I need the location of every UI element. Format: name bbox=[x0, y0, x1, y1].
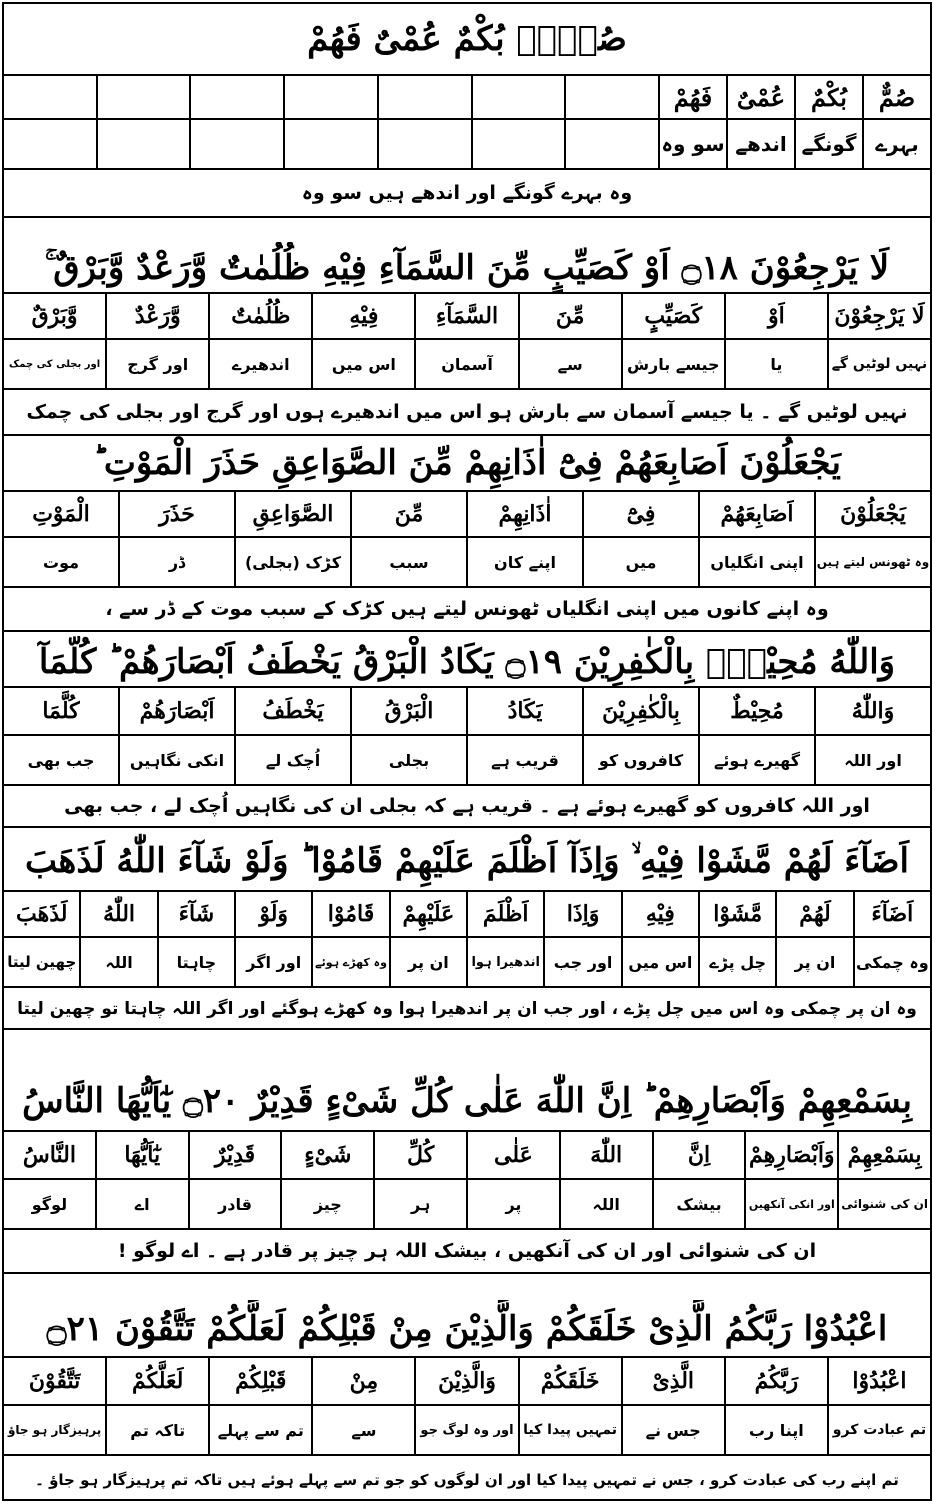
meaning-cell: تمہیں پیدا کیا bbox=[518, 1406, 621, 1454]
word-cell: عُمْیٌ bbox=[726, 76, 794, 118]
word-cell: فِیْٓ bbox=[582, 492, 698, 536]
meaning-cell: اس میں bbox=[621, 938, 698, 986]
word-cell: مَّشَوْا bbox=[698, 892, 775, 936]
word-row bbox=[4, 294, 930, 340]
empty-cell bbox=[283, 76, 377, 118]
verse-line: اعْبُدُوْا رَبَّكُمُ الَّذِیْ خَلَقَكُمْ وَالَّذِیْنَ مِنْ قَبْلِكُمْ لَعَلَّكُمْ تَتَّقُوْنَ ۝٢١ bbox=[4, 1300, 930, 1358]
meaning-row bbox=[4, 736, 930, 786]
meaning-cell: اس میں bbox=[311, 340, 414, 388]
word-cell: وَّبَرْقٌ bbox=[31, 303, 78, 329]
translation-line: وہ بہرے گونگے اور اندھے ہیں سو وہ bbox=[4, 170, 930, 218]
translation-line: ان کی شنوائی اور ان کی آنکھیں ، بیشک اللہ ہر چیز پر قادر ہے ۔ اے لوگو ! bbox=[4, 1230, 930, 1274]
meaning-cell: قادر bbox=[188, 1180, 281, 1228]
meaning-cell: اندھے bbox=[726, 120, 794, 168]
word-cell: كَصَیِّبٍ bbox=[621, 294, 724, 338]
word-cell: قَدِیْرٌ bbox=[188, 1132, 281, 1178]
meaning-cell: نہیں لوٹیں گے bbox=[827, 340, 930, 388]
word-cell: یَكَادُ bbox=[466, 688, 582, 734]
meaning-cell: پرہیزگار ہو جاؤ bbox=[7, 1423, 102, 1437]
word-cell: اعْبُدُوْا bbox=[827, 1358, 930, 1404]
word-cell: خَلَقَكُمْ bbox=[518, 1358, 621, 1404]
word-cell: مِّنَ bbox=[350, 492, 466, 536]
word-row bbox=[4, 76, 930, 120]
meaning-cell: اندھیرا ہوا bbox=[466, 938, 543, 986]
word-cell: لَا یَرْجِعُوْنَ bbox=[827, 294, 930, 338]
word-cell: فِیْهِ bbox=[311, 294, 414, 338]
word-cell: الْمَوْتِ bbox=[32, 501, 90, 527]
word-cell: وَّرَعْدٌ bbox=[105, 294, 208, 338]
word-cell: اَصَابِعَهُمْ bbox=[698, 492, 814, 536]
meaning-cell: اُچک لے bbox=[234, 736, 350, 784]
word-row bbox=[4, 1358, 930, 1406]
meaning-cell: بیشک bbox=[652, 1180, 745, 1228]
translation-line: اور اللہ کافروں کو گھیرے ہوئے ہے ۔ قریب ہے کہ بجلی ان کی نگاہیں اُچک لے ، جب بھی bbox=[4, 786, 930, 828]
word-cell: اَوْ bbox=[724, 294, 827, 338]
translation-line: وہ اپنے کانوں میں اپنی انگلیاں ٹھونس لیتے ہیں کڑک کے سبب موت کے ڈر سے ، bbox=[4, 588, 930, 632]
meaning-cell: سے bbox=[518, 340, 621, 388]
meaning-row bbox=[4, 1180, 930, 1230]
meaning-cell: تم سے پہلے bbox=[208, 1406, 311, 1454]
word-cell: حَذَرَ bbox=[118, 492, 234, 536]
word-cell: ظُلُمٰتٌ bbox=[208, 294, 311, 338]
empty-cell bbox=[471, 76, 565, 118]
meaning-cell: ان پر bbox=[775, 938, 852, 986]
word-cell: یَخْطَفُ bbox=[234, 688, 350, 734]
word-row bbox=[4, 1132, 930, 1180]
meaning-row bbox=[4, 1406, 930, 1456]
verse-line: بِسَمْعِهِمْ وَاَبْصَارِهِمْ ؕ اِنَّ اللّٰهَ عَلٰى كُلِّ شَیْءٍ قَدِیْرٌ ۝٢٠ یٰٓاَیُّهَا النَّاسُ bbox=[4, 1070, 930, 1132]
word-cell: كُلَّمَا bbox=[42, 698, 80, 724]
meaning-cell: انکی نگاہیں bbox=[118, 736, 234, 784]
meaning-cell: اور اگر bbox=[234, 938, 311, 986]
translation-line: تم اپنے رب کی عبادت کرو ، جس نے تمہیں پیدا کیا اور ان لوگوں کو جو تم سے پہلے ہوئے ہیں تاکہ تم پرہیزگار ہو جاؤ ۔ bbox=[35, 1470, 899, 1489]
word-cell: اِنَّ bbox=[652, 1132, 745, 1178]
meaning-cell: اور جب bbox=[543, 938, 620, 986]
meaning-cell: کافروں کو bbox=[582, 736, 698, 784]
verse-line: اَضَآءَ لَهُمْ مَّشَوْا فِیْهِ ۙ وَاِذَآ اَظْلَمَ عَلَیْهِمْ قَامُوْا ؕ وَلَوْ شَآءَ اللّٰهُ لَذَهَبَ bbox=[4, 832, 930, 892]
meaning-cell: سو وہ bbox=[658, 120, 726, 168]
meaning-cell: جب بھی bbox=[27, 750, 95, 770]
meaning-cell: پر bbox=[466, 1180, 559, 1228]
meaning-cell: چاہتا bbox=[157, 938, 234, 986]
word-cell: قَبْلِكُمْ bbox=[208, 1358, 311, 1404]
word-cell: وَاَبْصَارِهِمْ bbox=[744, 1132, 837, 1178]
empty-cell bbox=[96, 76, 190, 118]
meaning-row bbox=[4, 938, 930, 988]
word-cell: اَضَآءَ bbox=[853, 892, 930, 936]
empty-cell bbox=[564, 120, 658, 168]
meaning-cell: سبب bbox=[350, 538, 466, 586]
word-cell: اٰذَانِهِمْ bbox=[466, 492, 582, 536]
meaning-cell: یا bbox=[724, 340, 827, 388]
word-cell: عَلَیْهِمْ bbox=[389, 892, 466, 936]
word-cell: اللّٰهُ bbox=[79, 892, 156, 936]
word-cell: لَعَلَّكُمْ bbox=[105, 1358, 208, 1404]
meaning-cell: اللہ bbox=[79, 938, 156, 986]
word-cell: اَبْصَارَهُمْ bbox=[118, 688, 234, 734]
meaning-cell: جیسے بارش bbox=[621, 340, 724, 388]
meaning-cell: میں bbox=[582, 538, 698, 586]
word-cell: بِسَمْعِهِمْ bbox=[837, 1132, 930, 1178]
word-cell: شَیْءٍ bbox=[280, 1132, 373, 1178]
meaning-cell: کڑک (بجلی) bbox=[234, 538, 350, 586]
word-cell: بُكْمٌ bbox=[794, 76, 862, 118]
word-cell: وَالَّذِیْنَ bbox=[414, 1358, 517, 1404]
word-row bbox=[4, 492, 930, 538]
word-cell: وَاِذَا bbox=[543, 892, 620, 936]
word-cell: یَجْعَلُوْنَ bbox=[814, 492, 930, 536]
meaning-cell: بہرے bbox=[862, 120, 930, 168]
meaning-cell: وہ کھڑے ہوئے bbox=[311, 938, 388, 986]
meaning-cell: آسمان bbox=[414, 340, 517, 388]
word-cell: الَّذِیْ bbox=[621, 1358, 724, 1404]
word-cell: النَّاسُ bbox=[22, 1142, 76, 1168]
word-cell: قَامُوْا bbox=[311, 892, 388, 936]
empty-cell bbox=[4, 76, 96, 118]
word-cell: الْبَرْقُ bbox=[350, 688, 466, 734]
meaning-cell: اے bbox=[95, 1180, 188, 1228]
meaning-cell: اور بجلی کی چمک bbox=[9, 358, 101, 370]
word-cell: فَهُمْ bbox=[658, 76, 726, 118]
translation-line: وہ ان پر چمکی وہ اس میں چل پڑے ، اور جب ان پر اندھیرا ہوا وہ کھڑے ہوگئے اور اگر اللہ چاہتا تو چھین لیتا bbox=[4, 988, 930, 1030]
meaning-cell: تاکہ تم bbox=[105, 1406, 208, 1454]
word-cell: وَاللّٰهُ bbox=[814, 688, 930, 734]
meaning-cell: بجلی bbox=[350, 736, 466, 784]
word-cell: فِیْهِ bbox=[621, 892, 698, 936]
empty-cell bbox=[189, 120, 283, 168]
verse-line: لَا یَرْجِعُوْنَ ۝١٨ اَوْ كَصَیِّبٍ مِّنَ السَّمَآءِ فِیْهِ ظُلُمٰتٌ وَّرَعْدٌ وَّبَرْقٌ ۚ bbox=[4, 242, 930, 294]
meaning-cell: موت bbox=[43, 552, 80, 572]
meaning-row bbox=[4, 340, 930, 390]
meaning-cell: اندھیرے bbox=[208, 340, 311, 388]
meaning-row bbox=[4, 120, 930, 170]
word-cell: یٰٓاَیُّهَا bbox=[95, 1132, 188, 1178]
empty-cell bbox=[283, 120, 377, 168]
meaning-cell: وہ ٹھونس لیتے ہیں bbox=[814, 538, 930, 586]
meaning-cell: اپنا رب bbox=[724, 1406, 827, 1454]
meaning-cell: اور گرج bbox=[105, 340, 208, 388]
word-row bbox=[4, 892, 930, 938]
verse-line: یَجْعَلُوْنَ اَصَابِعَهُمْ فِیْٓ اٰذَانِهِمْ مِّنَ الصَّوَاعِقِ حَذَرَ الْمَوْتِ ؕ bbox=[4, 436, 930, 492]
meaning-cell: ڈر bbox=[118, 538, 234, 586]
word-cell: شَآءَ bbox=[157, 892, 234, 936]
meaning-cell: ان پر bbox=[389, 938, 466, 986]
meaning-cell: گونگے bbox=[794, 120, 862, 168]
empty-cell bbox=[189, 76, 283, 118]
empty-cell bbox=[377, 76, 471, 118]
word-cell: السَّمَآءِ bbox=[414, 294, 517, 338]
word-cell: رَبَّكُمُ bbox=[724, 1358, 827, 1404]
meaning-cell: سے bbox=[311, 1406, 414, 1454]
word-cell: اَظْلَمَ bbox=[466, 892, 543, 936]
word-cell: لَذَهَبَ bbox=[16, 901, 68, 927]
verse-line: وَاللّٰهُ مُحِیْطٌۢ بِالْكٰفِرِیْنَ ۝١٩ یَكَادُ الْبَرْقُ یَخْطَفُ اَبْصَارَهُمْ ؕ كُلَّمَآ bbox=[4, 636, 930, 688]
word-row bbox=[4, 688, 930, 736]
word-cell: لَهُمْ bbox=[775, 892, 852, 936]
word-cell: صُمٌّ bbox=[862, 76, 930, 118]
meaning-cell: قریب ہے bbox=[466, 736, 582, 784]
meaning-cell: وہ چمکی bbox=[853, 938, 930, 986]
meaning-cell: جس نے bbox=[621, 1406, 724, 1454]
word-cell: الصَّوَاعِقِ bbox=[234, 492, 350, 536]
meaning-cell: لوگو bbox=[31, 1194, 68, 1214]
meaning-row bbox=[4, 538, 930, 588]
worksheet bbox=[2, 2, 932, 1501]
meaning-cell: چل پڑے bbox=[698, 938, 775, 986]
meaning-cell: چیز bbox=[280, 1180, 373, 1228]
verse-line: صُمٌّۢ بُكْمٌ عُمْیٌ فَهُمْ bbox=[4, 4, 930, 76]
meaning-cell: اللہ bbox=[559, 1180, 652, 1228]
translation-line: نہیں لوٹیں گے ۔ یا جیسے آسمان سے بارش ہو اس میں اندھیرے ہوں اور گرج اور بجلی کی چمک bbox=[4, 390, 930, 436]
meaning-cell: اور انکی آنکھیں bbox=[744, 1180, 837, 1228]
meaning-cell: اپنے کان bbox=[466, 538, 582, 586]
word-cell: بِالْكٰفِرِیْنَ bbox=[582, 688, 698, 734]
word-cell: مِّنَ bbox=[518, 294, 621, 338]
empty-cell bbox=[377, 120, 471, 168]
meaning-cell: گھیرے ہوئے bbox=[698, 736, 814, 784]
empty-cell bbox=[564, 76, 658, 118]
meaning-cell: اور وہ لوگ جو bbox=[414, 1406, 517, 1454]
word-cell: اللّٰهَ bbox=[559, 1132, 652, 1178]
word-cell: وَلَوْ bbox=[234, 892, 311, 936]
empty-cell bbox=[4, 120, 96, 168]
word-cell: كُلِّ bbox=[373, 1132, 466, 1178]
meaning-cell: اور اللہ bbox=[814, 736, 930, 784]
empty-cell bbox=[471, 120, 565, 168]
meaning-cell: تم عبادت کرو bbox=[827, 1406, 930, 1454]
word-cell: مُحِیْطٌ bbox=[698, 688, 814, 734]
word-cell: تَتَّقُوْنَ bbox=[28, 1368, 81, 1394]
empty-cell bbox=[96, 120, 190, 168]
meaning-cell: چھین لیتا bbox=[7, 953, 77, 971]
meaning-cell: ان کی شنوائی bbox=[837, 1180, 930, 1228]
word-cell: مِنْ bbox=[311, 1358, 414, 1404]
word-cell: عَلٰى bbox=[466, 1132, 559, 1178]
meaning-cell: ہر bbox=[373, 1180, 466, 1228]
meaning-cell: اپنی انگلیاں bbox=[698, 538, 814, 586]
